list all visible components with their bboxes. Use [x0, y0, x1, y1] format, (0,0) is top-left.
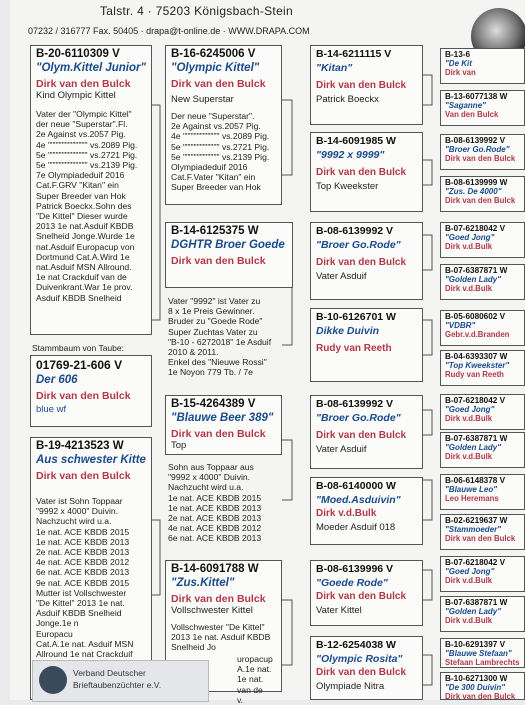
breeder-name: Dirk v.d.Bulk: [445, 242, 493, 251]
ring-number: B-20-6110309 V: [36, 48, 120, 60]
gen2-d-side-notes: uropacup A.1e nat. 1e nat. van de v.: [237, 654, 273, 705]
pigeon-name: "De Kit: [445, 59, 472, 68]
pigeon-name: "Golden Lady": [445, 275, 502, 284]
pigeon-emblem-icon: [39, 666, 67, 694]
ring-number: B-10-6271300 W: [445, 674, 508, 683]
pigeon-description: Kind Olympic Kittel: [36, 90, 116, 101]
gen2-c-notes: Sohn aus Toppaar aus "9992 x 4000" Duivin. Nachzucht wird u.a. 1e nat. ACE KBDB 2015 1e nat. ACE KBDB 2013 2e nat. ACE KBDB 2013 4e nat. ACE KBDB 2012 6e nat. ACE KBDB 2013: [168, 462, 262, 544]
ring-number: B-07-6387871 W: [445, 266, 508, 275]
pigeon-description: Vater Asduif: [316, 444, 367, 455]
ring-number: B-10-6291397 V: [445, 640, 506, 649]
pigeon-name: "Golden Lady": [445, 607, 502, 616]
pedigree-sheet: [10, 0, 525, 705]
breeder-name: Dirk van den Bulck: [36, 390, 131, 402]
pigeon-name: "Top Kweekster": [445, 361, 510, 370]
gen4-card-11: [440, 474, 525, 510]
ring-number: B-19-4213523 W: [36, 440, 124, 452]
pigeon-name: "Olym.Kittel Junior": [36, 62, 146, 74]
pigeon-name: "Broer Go.Rode": [316, 412, 401, 424]
pigeon-name: "Saganne": [445, 101, 486, 110]
gen4-card-9: [440, 394, 525, 430]
breeder-name: Dirk van den Bulck: [171, 428, 266, 440]
gen3-card-5: [310, 395, 423, 469]
pigeon-name: "Broer Go.Rode": [316, 239, 401, 251]
breeder-name: Dirk van den Bulck: [445, 154, 516, 163]
pigeon-description: New Superstar: [171, 94, 234, 105]
gen3-card-1: [310, 45, 423, 125]
pigeon-left-card: [30, 45, 152, 335]
pigeon-name: "Goed Jong": [445, 567, 495, 576]
pigeon-description: Olympiade Nitra: [316, 681, 385, 692]
pigeon-name: "De 300 Duivin": [445, 683, 506, 692]
pigeon-name: "Olympic Rosita": [316, 653, 403, 665]
ring-number: B-08-6139992 V: [316, 225, 394, 237]
breeder-name: Rudy van Reeth: [445, 370, 504, 379]
ring-number: B-08-6139992 V: [445, 136, 506, 145]
breeder-name: Dirk van den Bulck: [316, 257, 407, 268]
breeder-name: Dirk van den Bulck: [445, 534, 516, 543]
gen4-card-3: [440, 134, 525, 170]
gen3-card-4: [310, 308, 423, 382]
breeder-name: Dirk v.d.Bulk: [445, 452, 493, 461]
breeder-name: Dirk van den Bulck: [171, 593, 266, 605]
gen2-b-notes: Vater "9992" ist Vater zu 8 x 1e Preis Gewinner. Bruder zu "Goede Rode" Super Zuchtas Vater zu "B-10 - 6272018" 1e Asduif 2010 & 2011. Enkel des "Nieuwe Rossi" 1e Noyon 779 Tb. / 7e: [168, 296, 272, 378]
breeder-name: Dirk v.d.Bulk: [445, 284, 493, 293]
breeder-name: Gebr.v.d.Branden: [445, 330, 510, 339]
breeder-name: Dirk v.d.Bulk: [445, 576, 493, 585]
ring-number: B-08-6140000 W: [316, 480, 396, 492]
gen4-card-1: [440, 48, 525, 84]
gen3-card-2: [310, 132, 423, 212]
pigeon-description: Top Kweekster: [316, 181, 379, 192]
ring-number: 01769-21-606 V: [36, 358, 123, 372]
stammbaum-label: Stammbaum von Taube:: [32, 343, 124, 353]
pigeon-name: Dikke Duivin: [316, 325, 380, 337]
pigeon-notes: Der neue "Superstar". 2e Against vs.2057 Pig. 4e """""""""""" vs.2089 Pig. 5e """""""""""" vs.2721 Pig. 5e """""""""""" vs.2139 Pig. Olympiadeduif 2016 Cat.F.Vater "Kitan" ein Super Breeder van Hok: [171, 111, 270, 193]
ring-number: B-15-4264389 V: [171, 398, 256, 410]
gen2-card-a: [165, 45, 282, 205]
ring-number: B-13-6: [445, 50, 471, 59]
ring-number: B-14-6091985 W: [316, 135, 396, 147]
pigeon-description: Vater Asduif: [316, 271, 367, 282]
gen2-card-c: [165, 395, 282, 455]
breeder-name: Dirk van den Bulck: [316, 80, 407, 91]
breeder-name: Leo Heremans: [445, 494, 499, 503]
breeder-name: Dirk v.d.Bulk: [445, 616, 493, 625]
pigeon-name: "Moed.Asduivin": [316, 494, 401, 506]
gen4-card-6: [440, 264, 525, 300]
breeder-name: Dirk van den Bulck: [445, 692, 516, 700]
ring-number: B-07-6218042 V: [445, 224, 506, 233]
breeder-name: Dirk van den Bulck: [171, 78, 266, 90]
gen3-card-6: [310, 477, 423, 545]
pigeon-name: "Goede Rode": [316, 577, 388, 589]
ring-number: B-02-6219637 W: [445, 516, 508, 525]
pigeon-description: Top: [171, 440, 187, 451]
breeder-name: Dirk v.d.Bulk: [316, 508, 377, 519]
pigeon-name: "Broer Go.Rode": [445, 145, 510, 154]
breeder-name: Rudy van Reeth: [316, 343, 392, 354]
breeder-name: Stefaan Lambrechts: [445, 658, 520, 667]
pigeon-name: "Golden Lady": [445, 443, 502, 452]
gen4-card-12: [440, 514, 525, 550]
gen3-card-7: [310, 560, 423, 626]
gen4-card-14: [440, 596, 525, 632]
breeder-name: Dirk van den Bulck: [36, 470, 131, 482]
gen2-card-b: [165, 222, 293, 288]
breeder-name: Dirk van den Bulck: [445, 196, 516, 205]
ring-number: B-07-6218042 V: [445, 558, 506, 567]
pigeon-name: "VDBR": [445, 321, 476, 330]
pigeon-notes: Vater ist Sohn Toppaar "9992 x 4000" Duivin. Nachzucht wird u.a. 1e nat. ACE KBDB 2015 1e nat. ACE KBDB 2013 2e nat. ACE KBDB 2013 4e nat. ACE KBDB 2012 6e nat. ACE KBDB 2013 9e nat. ACE KBDB 2015 Mutter ist Vollschwester "De Kittel" 2013 1e nat. Asduif KBDB Snelheid Jonge.1e n Europacu Cat.A.1e nat. Asduif MSN Allround 1e nat Crackduif: [36, 496, 134, 660]
header-address: Talstr. 4 · 75203 Königsbach-Stein: [100, 4, 293, 18]
gen4-card-7: [440, 310, 525, 346]
ring-number: B-08-6139992 V: [316, 398, 394, 410]
pigeon-name: "Blauwe Stefaan": [445, 649, 512, 658]
gen4-card-8: [440, 350, 525, 386]
association-name-line2: Brieftaubenzüchter e.V.: [73, 680, 162, 690]
pigeon-name: "Olympic Kittel": [171, 62, 260, 74]
pigeon-name: "Stammoeder": [445, 525, 502, 534]
pigeon-name: Aus schwester Kitte: [36, 454, 146, 466]
stammbaum-card: [30, 355, 152, 427]
pigeon-description: Vater Kittel: [316, 605, 362, 616]
ring-number: B-08-6139999 W: [445, 178, 508, 187]
ring-number: B-07-6387871 W: [445, 434, 508, 443]
ring-number: B-04-6393307 W: [445, 352, 508, 361]
pigeon-notes: Vollschwester "De Kittel" 2013 1e nat. Asduif KBDB Snelheid Jo: [171, 622, 271, 653]
breeder-name: Dirk v.d.Bulk: [445, 414, 493, 423]
breeder-name: Dirk van den Bulck: [316, 167, 407, 178]
pigeon-name: "Blauwe Beer 389": [171, 412, 274, 424]
ring-number: B-06-6148378 V: [445, 476, 506, 485]
breeder-name: Dirk van: [445, 68, 476, 77]
breeder-name: Dirk van den Bulck: [316, 430, 407, 441]
breeder-name: Van den Bulck: [445, 110, 499, 119]
ring-number: B-14-6211115 V: [316, 48, 392, 60]
pigeon-description: Moeder Asduif 018: [316, 522, 396, 533]
breeder-name: Dirk van den Bulck: [316, 667, 407, 678]
pigeon-description: Vollschwester Kittel: [171, 605, 253, 616]
pigeon-name: DGHTR Broer Goede: [171, 239, 285, 251]
gen4-card-4: [440, 176, 525, 212]
ring-number: B-16-6245006 V: [171, 48, 256, 60]
pigeon-notes: Vater der "Olympic Kittel" der neue "Superstar".Fl. 2e Against vs.2057 Pig. 4e """"""""""""" vs.2089 Pig. 5e """"""""""""" vs.2721 Pig. 5e """"""""""""" vs.2139 Pig. 7e Olympiadeduif 2016 Cat.F.GRV "Kitan" ein Super Breeder van Hok Patrick Boeckx.Sohn des "De Kittel" Dieser wurde 2013 1e nat.Asduif KBDB Snelheid Jonge.Wurde 1e nat.Asduif Europacup von Dortmund Cat.A.Wird 1e nat.Asduif MSN Allround. 1e nat Crackduif van de Duivenkrant.War 1e prov. Asduif KBDB Snelheid: [36, 109, 138, 303]
gen4-card-15: [440, 638, 525, 668]
breeder-name: Dirk van den Bulck: [171, 255, 266, 267]
association-name-line1: Verband Deutscher: [73, 668, 146, 678]
pigeon-name: "Goed Jong": [445, 405, 495, 414]
association-seal: [32, 660, 209, 702]
pigeon-name: "Zus.Kittel": [171, 577, 235, 589]
gen3-card-8: [310, 636, 423, 700]
ring-number: B-07-6218042 V: [445, 396, 506, 405]
gen4-card-10: [440, 432, 525, 468]
breeder-name: Dirk van den Bulck: [36, 78, 131, 90]
pigeon-name: "Blauwe Leo": [445, 485, 498, 494]
pigeon-name: "Kitan": [316, 62, 353, 74]
pigeon-description: blue wf: [36, 404, 67, 415]
gen4-card-5: [440, 222, 525, 258]
pigeon-name: "9992 x 9999": [316, 149, 385, 161]
ring-number: B-14-6125375 W: [171, 225, 259, 237]
ring-number: B-05-6080602 V: [445, 312, 506, 321]
pigeon-name: "Zus. De 4000": [445, 187, 502, 196]
ring-number: B-07-6387871 W: [445, 598, 508, 607]
gen4-card-13: [440, 556, 525, 592]
breeder-name: Dirk van den Bulck: [316, 591, 407, 602]
ring-number: B-08-6139996 V: [316, 563, 394, 575]
pigeon-description: Patrick Boeckx: [316, 94, 379, 105]
ring-number: B-10-6126701 W: [316, 311, 396, 323]
ring-number: B-12-6254038 W: [316, 639, 396, 651]
ring-number: B-13-6077138 W: [445, 92, 508, 101]
gen3-card-3: [310, 222, 423, 300]
gen4-card-2: [440, 90, 525, 126]
header-contact: 07232 / 316777 Fax. 50405 · drapa@t-online.de · WWW.DRAPA.COM: [28, 26, 310, 36]
gen4-card-16: [440, 672, 525, 700]
pigeon-name: "Goed Jong": [445, 233, 495, 242]
pigeon-name: Der 606: [36, 374, 78, 386]
ring-number: B-14-6091788 W: [171, 563, 259, 575]
